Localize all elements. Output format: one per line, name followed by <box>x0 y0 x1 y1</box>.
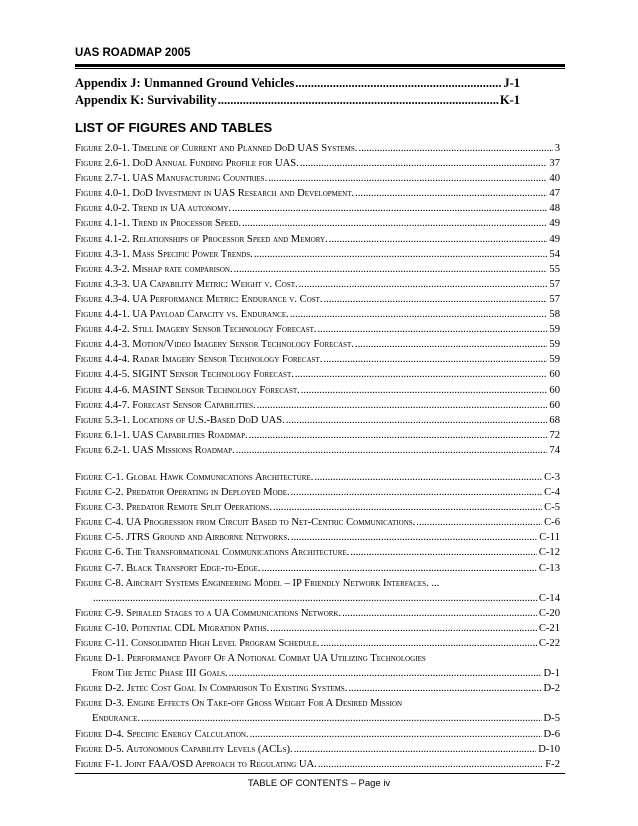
leader-dots <box>323 352 547 367</box>
leader-dots <box>324 292 548 307</box>
leader-dots <box>257 398 548 413</box>
figure-page: C-12 <box>538 547 560 559</box>
figure-label: Figure 4.0-2. Trend in UA autonomy. <box>75 203 232 215</box>
figure-entry[interactable] <box>75 201 560 216</box>
section-title: LIST OF FIGURES AND TABLES <box>75 120 273 135</box>
figure-entry[interactable] <box>75 171 560 186</box>
figure-entry[interactable] <box>75 443 560 458</box>
leader-dots <box>273 500 542 515</box>
figure-label: Figure 4.4-4. Radar Imagery Sensor Technology Forecast. <box>75 354 323 366</box>
figure-page: D-1 <box>543 668 560 680</box>
leader-dots <box>348 681 541 696</box>
figure-page: 57 <box>549 293 560 305</box>
figure-page: C-13 <box>538 562 560 574</box>
figure-label: Figure 4.3-3. UA Capability Metric: Weight v. Cost. <box>75 278 298 290</box>
figure-entry[interactable] <box>75 383 560 398</box>
figure-entry[interactable] <box>75 561 560 576</box>
leader-dots <box>290 307 548 322</box>
leader-dots <box>329 232 548 247</box>
figure-page: 60 <box>549 384 560 396</box>
leader-dots <box>318 322 548 337</box>
figure-label: Figure 5.3-1. Locations of U.S.-Based DoD UAS. <box>75 414 285 426</box>
figure-entry[interactable] <box>75 696 560 711</box>
leader-dots <box>295 367 548 382</box>
figure-page: 72 <box>549 429 560 441</box>
leader-dots <box>355 186 547 201</box>
figure-entry[interactable] <box>75 545 560 560</box>
figure-label: Figure D-2. Jetec Cost Goal In Comparison To Existing Systems. <box>75 683 348 695</box>
figure-entry[interactable] <box>75 367 560 382</box>
leader-dots <box>268 171 547 186</box>
figure-page: D-2 <box>543 683 560 695</box>
figure-page: C-11 <box>539 532 560 544</box>
figure-label: Figure C-7. Black Transport Edge-to-Edge. <box>75 562 261 574</box>
figure-page: C-21 <box>538 622 560 634</box>
figure-page: 68 <box>549 414 560 426</box>
figure-entry[interactable] <box>75 398 560 413</box>
figure-page: 49 <box>549 218 560 230</box>
footer-rule <box>75 773 565 774</box>
figure-label: Figure 4.3-4. UA Performance Metric: Endurance v. Cost. <box>75 293 323 305</box>
figure-entry[interactable] <box>75 621 560 636</box>
figure-page: C-14 <box>538 592 560 604</box>
leader-dots <box>262 561 537 576</box>
figure-entry[interactable] <box>75 515 560 530</box>
leader-dots <box>229 666 542 681</box>
figure-page: C-20 <box>538 607 560 619</box>
figure-page: D-10 <box>538 743 560 755</box>
figure-label: Figure C-4. UA Progression from Circuit Based to Net-Centric Communications. <box>75 517 416 529</box>
figure-page: 59 <box>549 354 560 366</box>
figure-label: Figure C-11. Consolidated High Level Program Schedule. <box>75 638 320 649</box>
figure-page: 3 <box>554 143 560 154</box>
figure-page: 57 <box>549 278 560 290</box>
figure-entry[interactable] <box>75 500 560 515</box>
leader-dots <box>318 757 543 772</box>
figure-label: Figure D-4. Specific Energy Calculation. <box>75 728 249 740</box>
figure-label: Endurance. <box>92 713 141 725</box>
figure-entry[interactable] <box>75 156 560 171</box>
header-rule-thin <box>75 68 565 69</box>
figure-page: 40 <box>549 173 560 185</box>
figure-label: Figure 4.1-2. Relationships of Processor Speed and Memory. <box>75 233 328 245</box>
leader-dots <box>286 413 548 428</box>
leader-dots <box>299 277 548 292</box>
figure-entry[interactable] <box>75 352 560 367</box>
list-gap <box>75 458 560 470</box>
leader-dots <box>301 383 548 398</box>
figure-page: 55 <box>549 263 560 275</box>
figure-entry[interactable] <box>75 247 560 262</box>
leader-dots <box>236 443 548 458</box>
figure-page: 49 <box>549 233 560 245</box>
figure-page: C-3 <box>544 471 560 483</box>
figure-entry[interactable] <box>75 186 560 201</box>
leader-dots <box>291 530 537 545</box>
appendix-page: J-1 <box>503 76 520 90</box>
figure-label: Figure C-10. Potential CDL Migration Paths. <box>75 622 270 634</box>
figure-label: Figure D-3. Engine Effects On Take-off Gross Weight For A Desired Mission <box>75 698 403 710</box>
leader-dots <box>234 262 548 277</box>
figure-page: D-5 <box>543 713 560 725</box>
figure-label: Figure D-5. Autonomous Capability Levels (ACLs). <box>75 743 293 755</box>
figure-page: 60 <box>549 399 560 411</box>
figure-page: 74 <box>549 444 560 456</box>
appendix-entry-j[interactable] <box>75 76 520 91</box>
appendix-label: Appendix J: Unmanned Ground Vehicles <box>75 76 295 90</box>
figure-label: Figure C-6. The Transformational Communications Architecture. <box>75 547 350 559</box>
figure-page: 59 <box>549 339 560 351</box>
figure-label: Figure 4.4-1. UA Payload Capacity vs. Endurance. <box>75 309 289 321</box>
leader-dots <box>294 742 537 757</box>
figure-entry[interactable] <box>75 141 560 156</box>
leader-dots <box>342 606 537 621</box>
figure-label: Figure 6.1-1. UAS Capabilities Roadmap. <box>75 429 248 441</box>
figure-list <box>75 141 560 772</box>
figure-entry[interactable] <box>75 232 560 247</box>
figure-page: 37 <box>549 158 560 170</box>
figure-label: Figure C-8. Aircraft Systems Engineering Model – IP Friendly Network Interfaces. ... <box>75 577 440 589</box>
appendix-entry-k[interactable] <box>75 93 520 108</box>
figure-label: Figure 4.4-6. MASINT Sensor Technology Forecast. <box>75 384 300 396</box>
figure-label: From The Jetec Phase III Goals. <box>92 668 228 680</box>
figure-label: Figure 4.3-1. Mass Specific Power Trends. <box>75 248 253 260</box>
leader-dots <box>295 76 502 91</box>
leader-dots <box>291 485 542 500</box>
figure-entry[interactable] <box>75 681 560 696</box>
leader-dots <box>242 216 547 231</box>
leader-dots <box>254 247 548 262</box>
figure-page: 48 <box>549 203 560 215</box>
page-header: UAS ROADMAP 2005 <box>75 47 191 59</box>
figure-entry[interactable] <box>75 727 560 742</box>
leader-dots <box>232 201 547 216</box>
figure-label: Figure 4.4-7. Forecast Sensor Capabilities. <box>75 399 256 411</box>
figure-entry[interactable] <box>75 337 560 352</box>
figure-entry[interactable] <box>75 262 560 277</box>
figure-entry[interactable] <box>75 530 560 545</box>
figure-entry[interactable] <box>75 711 560 726</box>
figure-entry[interactable] <box>75 651 560 666</box>
figure-label: Figure C-1. Global Hawk Communications Architecture. <box>75 471 314 483</box>
leader-dots <box>270 621 537 636</box>
leader-dots <box>321 636 537 651</box>
figure-page: C-22 <box>538 638 560 649</box>
appendix-label: Appendix K: Survivability <box>75 93 217 107</box>
figure-entry[interactable] <box>75 413 560 428</box>
figure-label: Figure 4.4-5. SIGINT Sensor Technology Forecast. <box>75 369 294 381</box>
figure-entry[interactable] <box>75 666 560 681</box>
leader-dots <box>416 515 542 530</box>
leader-dots <box>355 337 547 352</box>
leader-dots <box>314 470 542 485</box>
leader-dots <box>350 545 537 560</box>
figure-label: Figure C-3. Predator Remote Split Operations. <box>75 502 272 514</box>
figure-page: C-5 <box>544 502 560 514</box>
figure-entry[interactable] <box>75 322 560 337</box>
leader-dots <box>218 93 499 108</box>
figure-page: 47 <box>549 188 560 200</box>
figure-label: Figure D-1. Performance Payoff Of A Notional Combat UA Utilizing Technologies <box>75 653 426 665</box>
figure-entry[interactable] <box>75 485 560 500</box>
leader-dots <box>250 727 542 742</box>
figure-entry[interactable] <box>75 470 560 485</box>
figure-label: Figure C-5. JTRS Ground and Airborne Networks. <box>75 532 290 544</box>
figure-page: 58 <box>549 309 560 321</box>
appendix-page: K-1 <box>499 93 520 107</box>
leader-dots <box>93 591 537 606</box>
leader-dots <box>141 711 542 726</box>
figure-label: Figure 2.7-1. UAS Manufacturing Countries. <box>75 173 268 185</box>
figure-label: Figure 4.1-1. Trend in Processor Speed. <box>75 218 242 230</box>
leader-dots <box>249 428 548 443</box>
figure-page: D-6 <box>543 728 560 740</box>
figure-label: Figure 4.0-1. DoD Investment in UAS Research and Development. <box>75 188 355 200</box>
figure-entry[interactable] <box>75 742 560 757</box>
figure-entry[interactable] <box>75 576 560 591</box>
figure-page: C-4 <box>544 487 560 499</box>
header-rule-thick <box>75 64 565 67</box>
figure-entry[interactable] <box>75 591 560 606</box>
figure-page: F-2 <box>545 758 560 770</box>
figure-label: Figure 4.4-2. Still Imagery Sensor Technology Forecast. <box>75 324 317 336</box>
figure-entry[interactable] <box>75 277 560 292</box>
figure-page: 60 <box>549 369 560 381</box>
figure-entry[interactable] <box>75 636 560 651</box>
figure-entry[interactable] <box>75 757 560 772</box>
figure-entry[interactable] <box>75 428 560 443</box>
figure-page: 59 <box>549 324 560 336</box>
figure-label: Figure F-1. Joint FAA/OSD Approach to Regulating UA. <box>75 758 317 770</box>
page-footer: TABLE OF CONTENTS – Page iv <box>247 778 391 789</box>
figure-entry[interactable] <box>75 606 560 621</box>
leader-dots <box>300 156 548 171</box>
figure-label: Figure 2.6-1. DoD Annual Funding Profile for UAS. <box>75 158 299 170</box>
figure-entry[interactable] <box>75 292 560 307</box>
figure-label: Figure 2.0-1. Timeline of Current and Planned DoD UAS Systems. <box>75 143 358 154</box>
figure-page: 54 <box>549 248 560 260</box>
figure-label: Figure 4.3-2. Mishap rate comparison. <box>75 263 233 275</box>
figure-label: Figure C-2. Predator Operating in Deployed Mode. <box>75 487 290 499</box>
figure-label: Figure C-9. Spiraled Stages to a UA Communications Network. <box>75 607 342 619</box>
figure-label: Figure 4.4-3. Motion/Video Imagery Sensor Technology Forecast. <box>75 339 354 351</box>
figure-entry[interactable] <box>75 307 560 322</box>
figure-page: C-6 <box>544 517 560 529</box>
figure-label: Figure 6.2-1. UAS Missions Roadmap. <box>75 444 235 456</box>
figure-entry[interactable] <box>75 216 560 231</box>
leader-dots <box>358 141 552 156</box>
